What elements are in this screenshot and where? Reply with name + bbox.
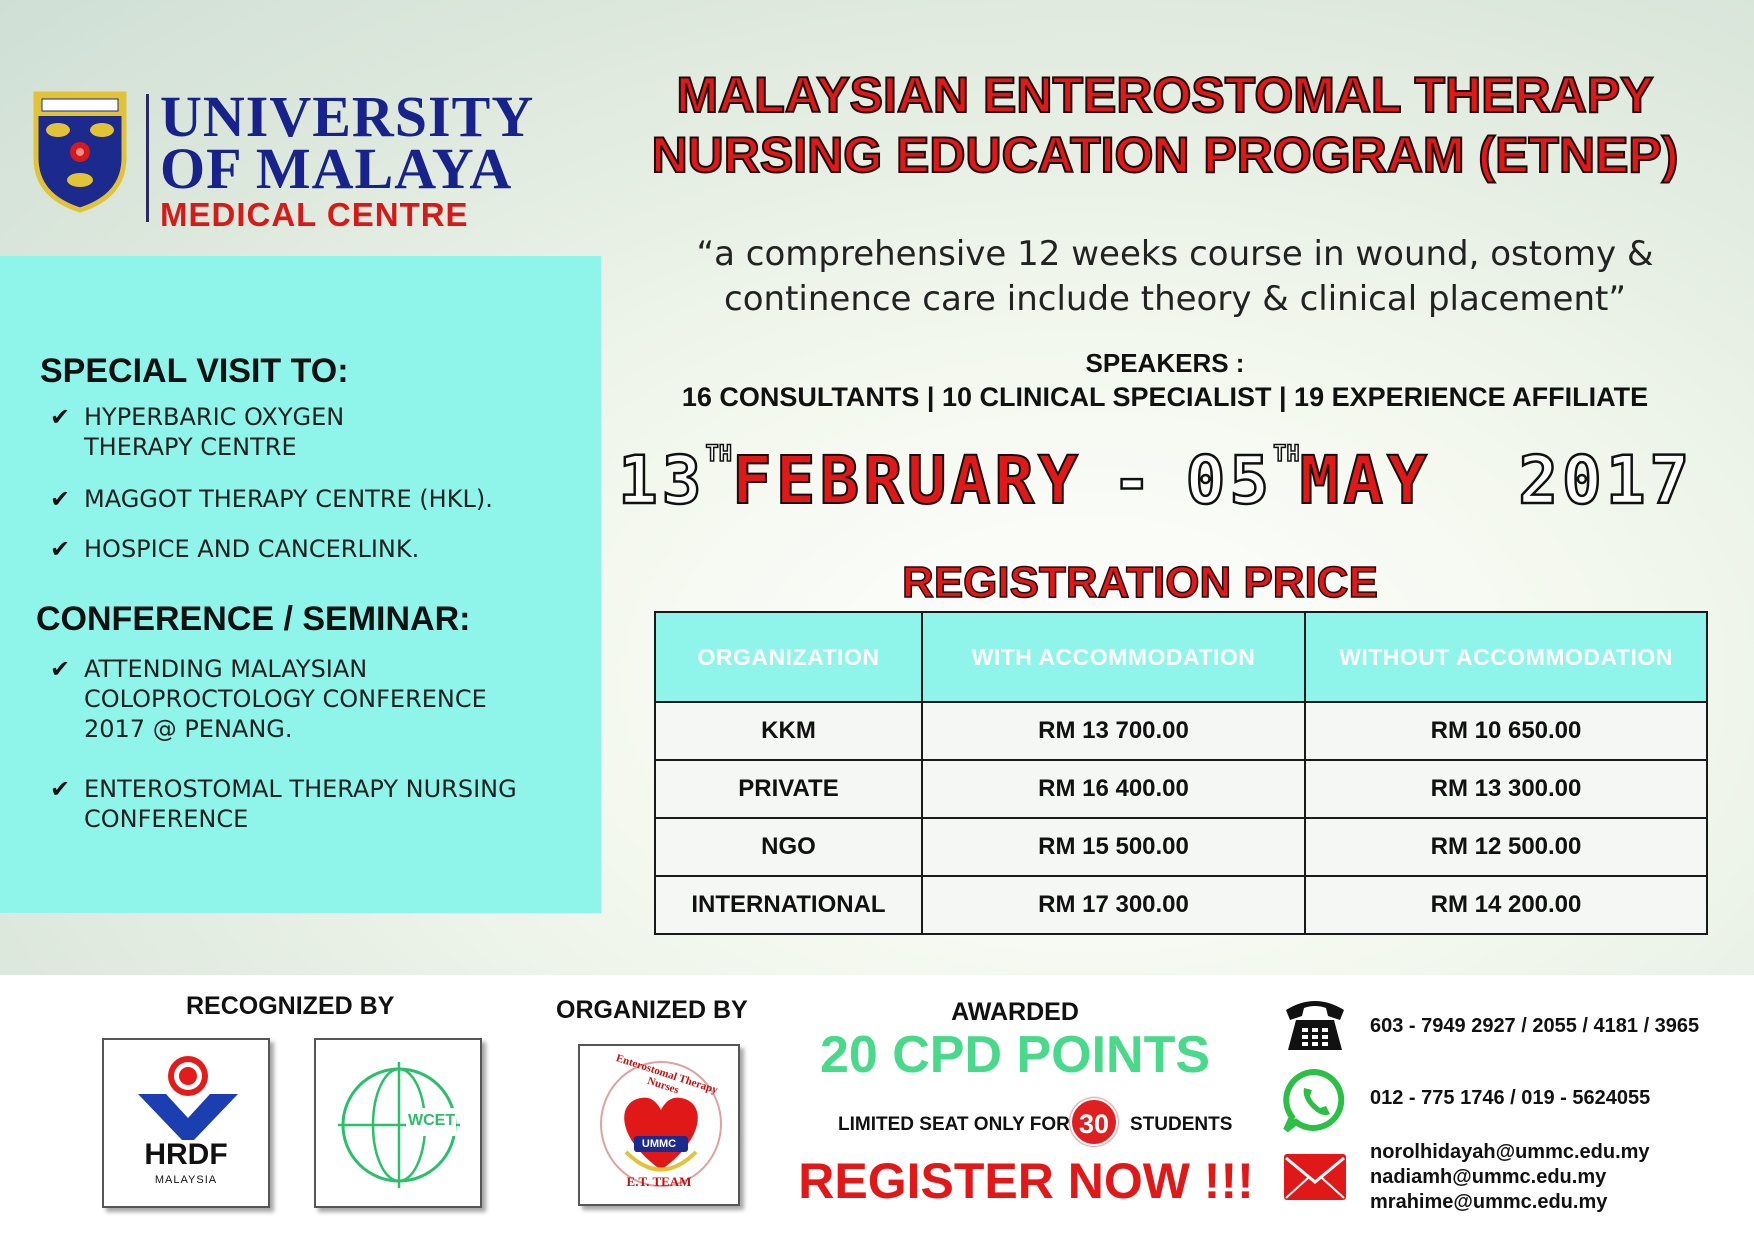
email-address[interactable]: nadiamh@ummc.edu.my — [1370, 1166, 1607, 1188]
program-title-line1: MALAYSIAN ENTEROSTOMAL THERAPY — [676, 67, 1654, 123]
organization-cell: PRIVATE — [655, 760, 922, 818]
description-line1: “a comprehensive 12 weeks course in wound, ostomy & — [696, 234, 1654, 274]
table-header-row — [655, 612, 1707, 702]
awarded-label: AWARDED — [951, 998, 1079, 1026]
end-month: MAY — [1299, 442, 1431, 519]
column-header: WITH ACCOMMODATION — [922, 612, 1305, 702]
whatsapp-icon — [1282, 1068, 1348, 1134]
telephone-icon — [1282, 996, 1348, 1052]
price-without-accommodation: RM 14 200.00 — [1305, 876, 1707, 934]
conference-text: ENTEROSTOMAL THERAPY NURSING CONFERENCE — [84, 775, 517, 833]
check-icon: ✔ — [50, 655, 71, 683]
seat-limit-text: LIMITED SEAT ONLY FOR — [838, 1114, 1070, 1135]
org-logo-text: Enterostomal Therapy Nurses — [614, 1052, 720, 1097]
logo-medical-centre: MEDICAL CENTRE — [160, 196, 469, 233]
email-address[interactable]: norolhidayah@ummc.edu.my — [1370, 1141, 1650, 1163]
column-header: WITHOUT ACCOMMODATION — [1305, 612, 1707, 702]
organization-cell: INTERNATIONAL — [655, 876, 922, 934]
price-without-accommodation: RM 12 500.00 — [1305, 818, 1707, 876]
registration-title: REGISTRATION PRICE — [902, 558, 1378, 607]
speakers-list: 16 CONSULTANTS | 10 CLINICAL SPECIALIST | 19 EXPERIENCE AFFILIATE — [681, 382, 1649, 412]
check-icon: ✔ — [50, 775, 71, 803]
wcet-logo — [314, 1038, 482, 1208]
check-icon: ✔ — [50, 485, 71, 513]
university-crest-icon — [30, 88, 130, 214]
price-without-accommodation: RM 10 650.00 — [1305, 702, 1707, 760]
date-separator: - — [1111, 442, 1156, 519]
price-with-accommodation: RM 17 300.00 — [922, 876, 1305, 934]
conference-text: ATTENDING MALAYSIAN COLOPROCTOLOGY CONFERENCE 2017 @ PENANG. — [84, 655, 487, 743]
hrdf-logo — [102, 1038, 270, 1208]
email-address[interactable]: mrahime@ummc.edu.my — [1370, 1191, 1608, 1213]
start-month: FEBRUARY — [731, 442, 1082, 519]
program-title-line2: NURSING EDUCATION PROGRAM (ETNEP) — [651, 127, 1679, 183]
visit-text: HOSPICE AND CANCERLINK. — [84, 535, 420, 563]
register-now: REGISTER NOW !!! — [798, 1153, 1254, 1209]
price-with-accommodation: RM 15 500.00 — [922, 818, 1305, 876]
activities-panel — [0, 256, 601, 913]
table-row — [655, 876, 1707, 934]
table-row — [655, 818, 1707, 876]
cpd-points: 20 CPD POINTS — [819, 1026, 1211, 1084]
phone-number: 603 - 7949 2927 / 2055 / 4181 / 3965 — [1370, 1015, 1700, 1037]
end-day-suffix: TH — [1273, 442, 1300, 467]
mobile-number: 012 - 775 1746 / 019 - 5624055 — [1370, 1087, 1651, 1109]
email-list — [1370, 1140, 1650, 1215]
check-icon: ✔ — [50, 535, 71, 563]
organization-cell: KKM — [655, 702, 922, 760]
speakers-label: SPEAKERS : — [1085, 348, 1245, 378]
conference-heading: CONFERENCE / SEMINAR: — [36, 600, 471, 638]
hrdf-country: MALAYSIA — [154, 1174, 218, 1186]
et-team-logo — [578, 1044, 740, 1206]
program-dates — [618, 442, 1748, 522]
table-row — [655, 702, 1707, 760]
price-without-accommodation: RM 13 300.00 — [1305, 760, 1707, 818]
start-day: 13 — [618, 442, 706, 519]
visit-text: HYPERBARIC OXYGEN THERAPY CENTRE — [84, 403, 345, 461]
table-row — [655, 760, 1707, 818]
price-with-accommodation: RM 13 700.00 — [922, 702, 1305, 760]
seat-suffix: STUDENTS — [1130, 1114, 1233, 1135]
org-logo-team: E.T. TEAM — [626, 1174, 692, 1189]
check-icon: ✔ — [50, 403, 71, 431]
organization-cell: NGO — [655, 818, 922, 876]
start-day-suffix: TH — [705, 442, 732, 467]
seat-count-badge: 30 — [1070, 1098, 1118, 1146]
org-logo-center: UMMC — [641, 1138, 677, 1150]
logo-university: UNIVERSITY — [160, 84, 535, 149]
recognized-by-label: RECOGNIZED BY — [186, 992, 395, 1020]
special-visit-heading: SPECIAL VISIT TO: — [40, 352, 349, 390]
description-line2: continence care include theory & clinical placement” — [724, 279, 1626, 319]
university-logo — [30, 84, 535, 238]
price-table — [654, 611, 1708, 935]
organized-by-label: ORGANIZED BY — [556, 996, 748, 1024]
end-day: 05 — [1185, 442, 1274, 519]
program-description — [620, 232, 1730, 322]
year: 2017 — [1518, 442, 1694, 519]
logo-of-malaya: OF MALAYA — [160, 136, 513, 201]
column-header: ORGANIZATION — [655, 612, 922, 702]
price-with-accommodation: RM 16 400.00 — [922, 760, 1305, 818]
wcet-name: WCET — [408, 1112, 456, 1129]
logo-divider — [146, 94, 149, 222]
hrdf-name: HRDF — [144, 1138, 228, 1171]
visit-text: MAGGOT THERAPY CENTRE (HKL). — [84, 485, 493, 513]
hrdf-emblem-icon — [132, 1052, 244, 1142]
envelope-icon — [1282, 1150, 1348, 1204]
